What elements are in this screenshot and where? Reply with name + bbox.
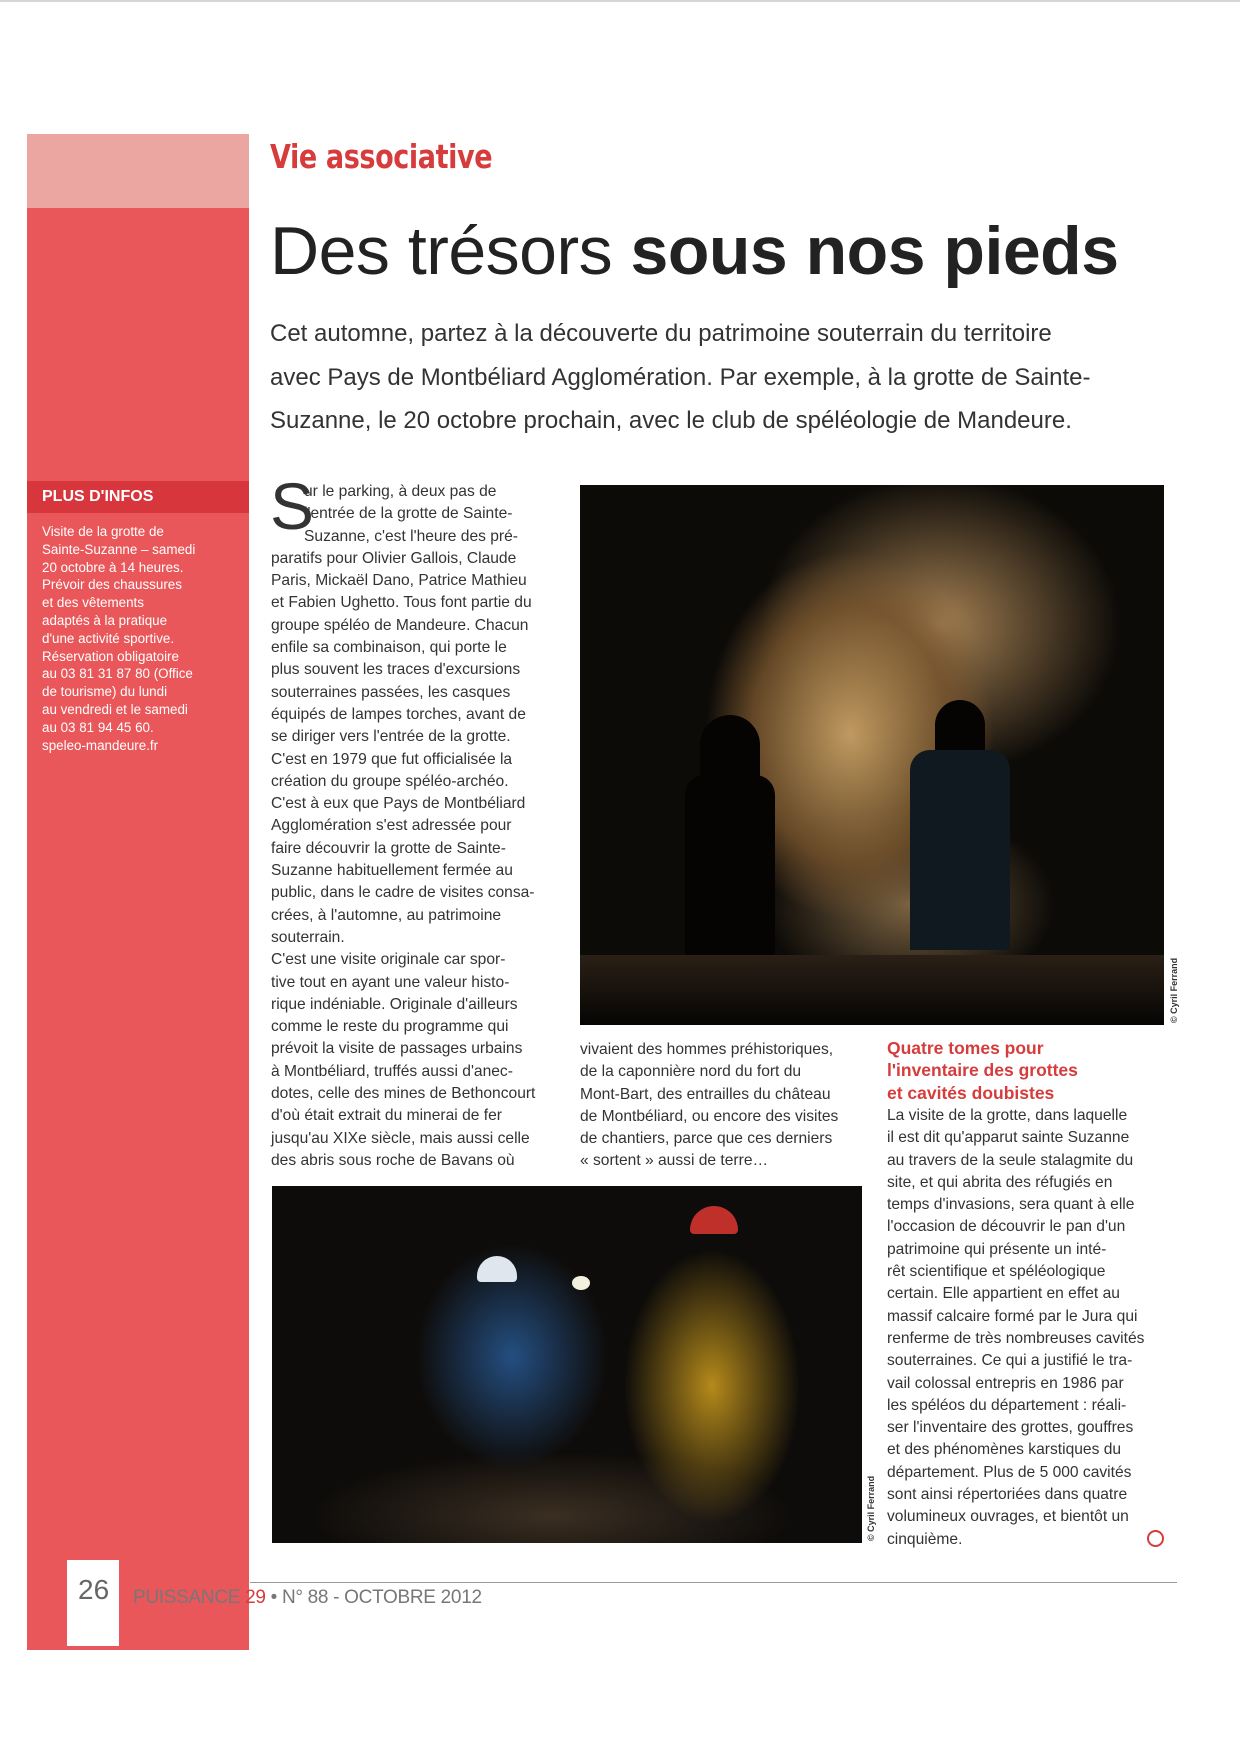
article-line: se diriger vers l'entrée de la grotte.: [271, 728, 511, 746]
footer-issue-line: [133, 1587, 482, 1609]
infos-line: d'une activité sportive.: [42, 630, 175, 646]
article-line: renferme de très nombreuses cavités: [887, 1329, 1145, 1347]
article-line: souterrain.: [271, 928, 345, 946]
section-subheading: [887, 1037, 1167, 1104]
footer-rule: [250, 1582, 1177, 1583]
lead-line: Suzanne, le 20 octobre prochain, avec le club de spéléologie de Mandeure.: [270, 407, 1072, 434]
figure-silhouette-right-body: [910, 750, 1010, 950]
article-line: rêt scientifique et spéléologique: [887, 1263, 1106, 1281]
section-label: Vie associative: [270, 137, 493, 176]
article-line: d'où était extrait du minerai de fer: [271, 1107, 502, 1125]
sidebar-header-band: [27, 134, 249, 208]
article-line: au travers de la seule stalagmite du: [887, 1151, 1134, 1169]
article-line: de Montbéliard, ou encore des visites: [580, 1107, 839, 1125]
article-line: massif calcaire formé par le Jura qui: [887, 1307, 1138, 1325]
article-line: faire découvrir la grotte de Sainte-: [271, 839, 506, 857]
article-line: C'est une visite originale car spor-: [271, 951, 506, 969]
article-line: de la caponnière nord du fort du: [580, 1063, 802, 1081]
infos-line: Sainte-Suzanne – samedi: [42, 541, 196, 557]
article-column-2: [580, 1039, 863, 1173]
article-line: ser l'inventaire des grottes, gouffres: [887, 1419, 1134, 1437]
infos-line: Visite de la grotte de: [42, 524, 164, 539]
footer-bullet: •: [265, 1587, 282, 1608]
article-line: sont ainsi répertoriées dans quatre: [887, 1486, 1128, 1504]
article-line: l'occasion de découvrir le pan d'un: [887, 1218, 1126, 1236]
cave-photo-explorers: [580, 485, 1164, 1025]
title-regular: Des trésors: [270, 213, 631, 289]
article-line: à Montbéliard, truffés aussi d'anec-: [271, 1062, 513, 1080]
article-column-1: [271, 481, 554, 1172]
article-line: Agglomération s'est adressée pour: [271, 817, 512, 835]
article-line: jusqu'au XIXe siècle, mais aussi celle: [271, 1129, 530, 1147]
article-line: ur le parking, à deux pas de: [304, 483, 497, 500]
article-line: création du groupe spéléo-archéo.: [271, 772, 509, 790]
article-line: les spéléos du département : réali-: [887, 1396, 1127, 1414]
title-bold: sous nos pieds: [630, 213, 1119, 289]
infos-box: [42, 523, 214, 754]
article-line: l'entrée de la grotte de Sainte-: [304, 505, 513, 523]
article-line: Suzanne, c'est l'heure des pré-: [304, 527, 518, 545]
page-number: 26: [78, 1574, 110, 1605]
article-line: dotes, celle des mines de Bethoncourt: [271, 1085, 536, 1103]
page-top-rule: [0, 0, 1240, 2]
article-line: Mont-Bart, des entrailles du château: [580, 1085, 831, 1103]
article-line: certain. Elle appartient en effet au: [887, 1285, 1120, 1303]
article-line: Suzanne habituellement fermée au: [271, 862, 513, 880]
infos-line: Prévoir des chaussures: [42, 577, 182, 593]
article-line: vivaient des hommes préhistoriques,: [580, 1041, 834, 1058]
helmet-light-left: [477, 1256, 517, 1282]
article-line: vail colossal entrepris en 1986 par: [887, 1374, 1124, 1392]
article-line: équipés de lampes torches, avant de: [271, 705, 526, 723]
infos-heading: PLUS D'INFOS: [27, 481, 249, 513]
article-line: plus souvent les traces d'excursions: [271, 661, 521, 679]
article-line: comme le reste du programme qui: [271, 1018, 509, 1036]
infos-line: au vendredi et le samedi: [42, 701, 188, 717]
article-line: C'est en 1979 que fut officialisée la: [271, 750, 513, 768]
helmet-right: [690, 1206, 738, 1234]
cave-floor: [580, 955, 1164, 1025]
infos-line: speleo-mandeure.fr: [42, 737, 159, 753]
subheading-line: et cavités doubistes: [887, 1082, 1055, 1103]
article-line: des abris sous roche de Bavans où: [271, 1151, 515, 1169]
article-title: [270, 212, 1119, 290]
article-line: C'est à eux que Pays de Montbéliard: [271, 795, 526, 813]
article-line: il est dit qu'apparut sainte Suzanne: [887, 1129, 1130, 1147]
article-line: souterraines passées, les casques: [271, 683, 511, 701]
article-line: tive tout en ayant une valeur histo-: [271, 973, 510, 991]
photo1-credit: © Cyril Ferrand: [1169, 957, 1179, 1023]
article-line: et Fabien Ughetto. Tous font partie du: [271, 594, 532, 612]
helmet-light-center: [572, 1276, 590, 1290]
article-line: Paris, Mickaël Dano, Patrice Mathieu: [271, 572, 527, 590]
infos-line: au 03 81 31 87 80 (Office: [42, 666, 193, 682]
article-line: La visite de la grotte, dans laquelle: [887, 1107, 1128, 1124]
lead-line: Cet automne, partez à la découverte du patrimoine souterrain du territoire: [270, 320, 1052, 347]
article-line: volumineux ouvrages, et bientôt un: [887, 1508, 1129, 1526]
dropcap: S: [270, 469, 315, 543]
article-lead: [270, 312, 1170, 443]
infos-line: et des vêtements: [42, 595, 144, 611]
article-line: cinquième.: [887, 1530, 963, 1548]
infos-line: 20 octobre à 14 heures.: [42, 559, 184, 575]
subheading-line: l'inventaire des grottes: [887, 1060, 1078, 1081]
article-line: département. Plus de 5 000 cavités: [887, 1463, 1132, 1481]
lead-line: avec Pays de Montbéliard Agglomération. Par exemple, à la grotte de Sainte-: [270, 363, 1091, 391]
infos-line: de tourisme) du lundi: [42, 684, 168, 700]
sidebar: [27, 208, 249, 1650]
article-line: et des phénomènes karstiques du: [887, 1441, 1122, 1459]
article-line: site, et qui abrita des réfugiés en: [887, 1173, 1113, 1191]
article-line: groupe spéléo de Mandeure. Chacun: [271, 616, 529, 634]
infos-line: au 03 81 94 45 60.: [42, 719, 154, 735]
infos-line: adaptés à la pratique: [42, 612, 168, 628]
article-line: rique indéniable. Originale d'ailleurs: [271, 995, 518, 1013]
article-line: prévoit la visite de passages urbains: [271, 1040, 523, 1058]
article-line: de chantiers, parce que ces derniers: [580, 1130, 833, 1148]
cave-photo-group: [272, 1186, 862, 1543]
article-line: public, dans le cadre de visites consa-: [271, 884, 535, 902]
article-line: « sortent » aussi de terre…: [580, 1152, 769, 1170]
article-line: temps d'invasions, sera quant à elle: [887, 1196, 1135, 1214]
end-of-article-icon: [1147, 1530, 1164, 1547]
article-line: enfile sa combinaison, qui porte le: [271, 639, 507, 657]
article-column-3: [887, 1105, 1165, 1551]
article-line: crées, à l'automne, au patrimoine: [271, 906, 502, 924]
magazine-number: 29: [245, 1587, 266, 1608]
issue-info: N° 88 - OCTOBRE 2012: [281, 1587, 482, 1608]
photo2-credit: © Cyril Ferrand: [866, 1475, 876, 1541]
subheading-line: Quatre tomes pour: [887, 1038, 1044, 1058]
article-line: patrimoine qui présente un inté-: [887, 1240, 1107, 1258]
magazine-name: PUISSANCE: [133, 1587, 241, 1608]
infos-line: Réservation obligatoire: [42, 648, 179, 664]
article-line: paratifs pour Olivier Gallois, Claude: [271, 549, 517, 567]
article-line: souterraines. Ce qui a justifié le tra-: [887, 1352, 1133, 1370]
